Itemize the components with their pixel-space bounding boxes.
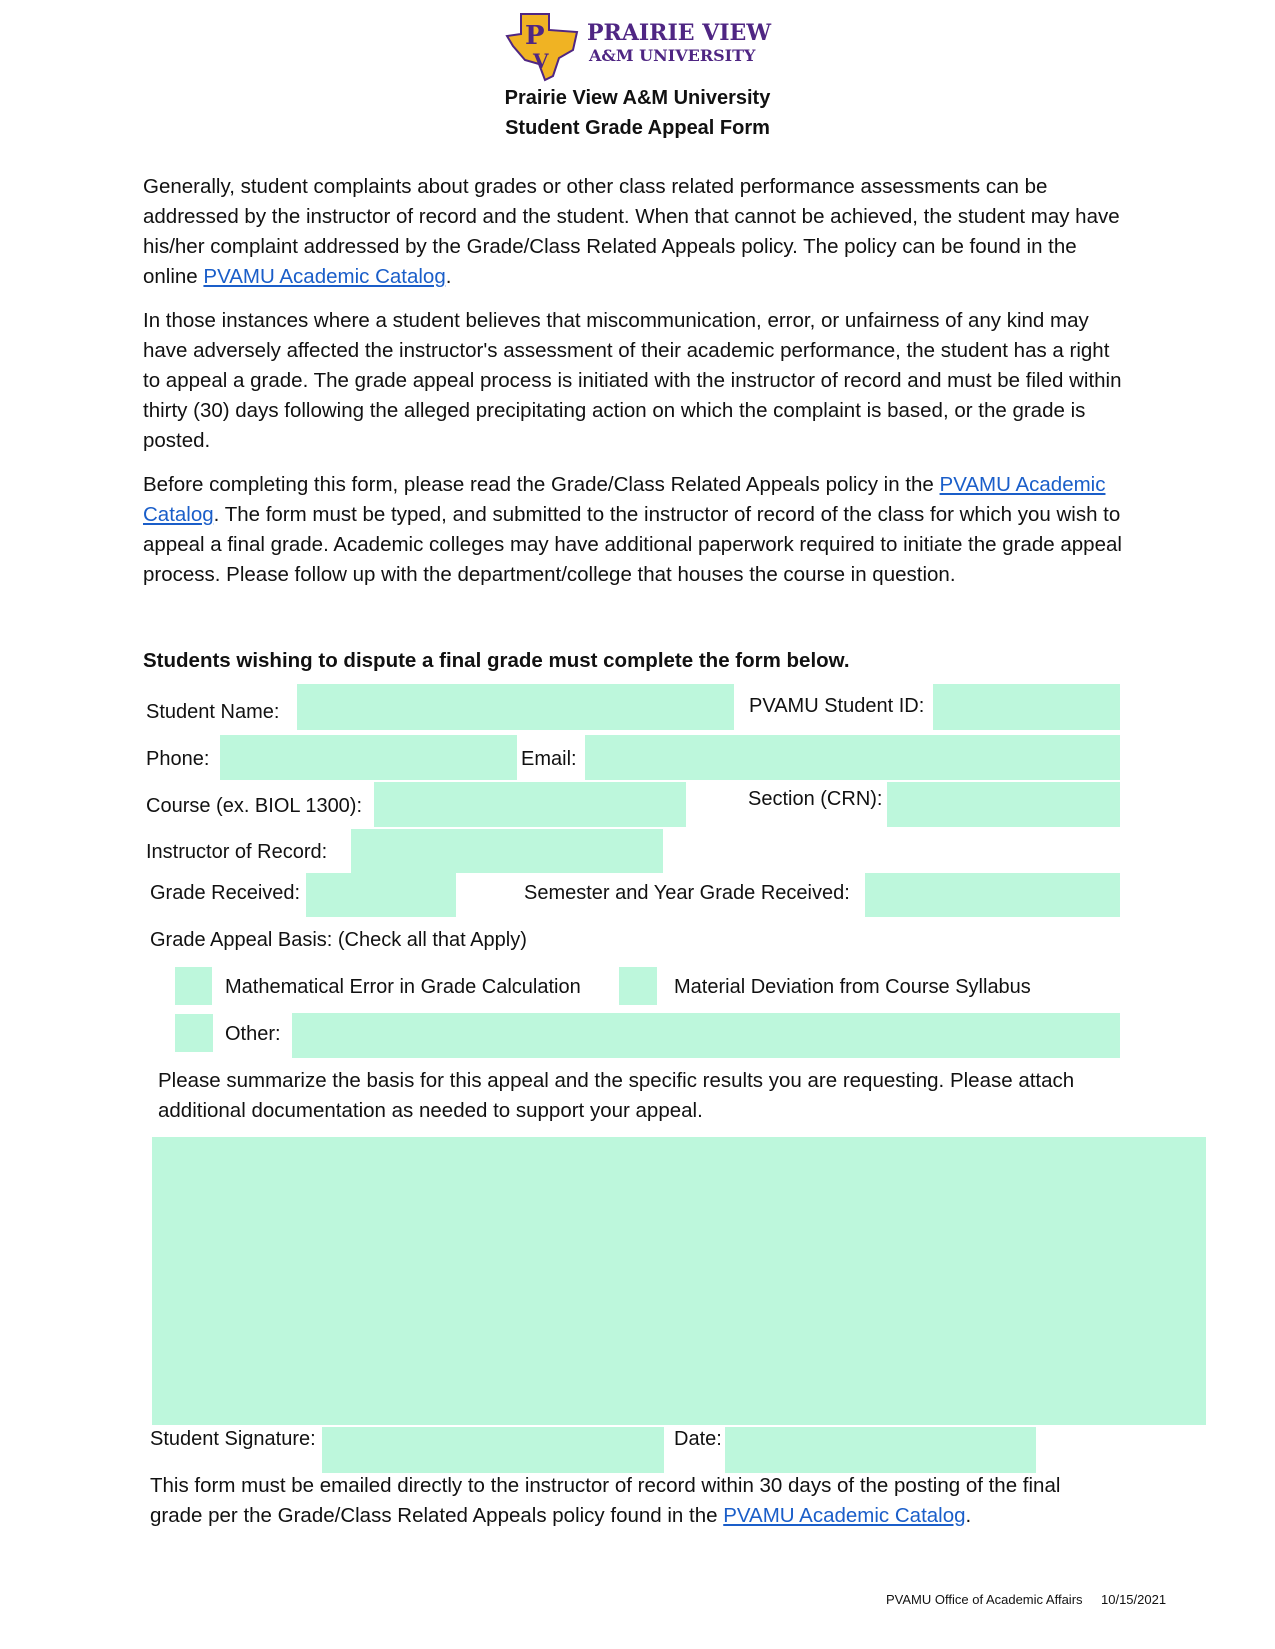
university-logo — [503, 10, 773, 82]
other-checkbox[interactable] — [175, 1014, 213, 1052]
grade-received-label: Grade Received: — [150, 882, 301, 904]
signature-field[interactable] — [322, 1427, 664, 1473]
date-label: Date: — [674, 1428, 722, 1450]
student-name-label: Student Name: — [146, 701, 280, 723]
logo-line-1: PRAIRIE VIEW — [587, 20, 772, 46]
phone-label: Phone: — [146, 748, 210, 770]
summary-prompt: Please summarize the basis for this appeal and the specific results you are requesting. Please attach additional documentation as needed to support your appeal. — [158, 1069, 1075, 1122]
semester-label: Semester and Year Grade Received: — [524, 882, 850, 904]
form-instruction: Students wishing to dispute a final grade must complete the form below. — [143, 649, 850, 672]
semester-field[interactable] — [865, 873, 1120, 917]
svg-text:P: P — [525, 21, 545, 51]
signature-label: Student Signature: — [150, 1428, 316, 1450]
closing-paragraph-end: . — [965, 1504, 972, 1527]
other-label: Other: — [225, 1023, 281, 1045]
academic-catalog-link[interactable]: PVAMU Academic Catalog — [203, 265, 446, 288]
student-id-label: PVAMU Student ID: — [749, 695, 925, 717]
grade-appeal-basis-label: Grade Appeal Basis: (Check all that Apply) — [150, 929, 527, 951]
intro-paragraph-1 — [143, 172, 1128, 292]
phone-field[interactable] — [220, 735, 517, 780]
footer-office: PVAMU Office of Academic Affairs — [886, 1592, 1083, 1607]
logo-line-2: A&M UNIVERSITY — [589, 46, 756, 65]
closing-paragraph-text: This form must be emailed directly to the instructor of record within 30 days of the posting of the final grade per the Grade/Class Related Appeals policy found in the — [150, 1474, 1061, 1527]
footer-date: 10/15/2021 — [1101, 1592, 1167, 1607]
instructor-label: Instructor of Record: — [146, 841, 328, 863]
student-id-field[interactable] — [933, 684, 1120, 730]
closing-paragraph — [150, 1471, 1115, 1531]
email-field[interactable] — [585, 735, 1120, 780]
svg-text:V: V — [533, 49, 549, 73]
intro-paragraph-3-end: . The form must be typed, and submitted to the instructor of record of the class for which you wish to appeal a final grade. Academic colleges may have additional paperwork required to initiate the grade appeal process. Please follow up with the department/college that houses the course in question. — [143, 503, 1122, 586]
math-error-checkbox[interactable] — [175, 967, 212, 1005]
appeal-summary-textarea[interactable] — [152, 1137, 1206, 1425]
date-field[interactable] — [725, 1427, 1036, 1473]
syllabus-deviation-label: Material Deviation from Course Syllabus — [674, 976, 1031, 998]
pvamu-shield-icon — [503, 10, 583, 82]
intro-paragraph-1-end: . — [445, 265, 452, 288]
math-error-label: Mathematical Error in Grade Calculation — [225, 976, 581, 998]
intro-paragraph-2: In those instances where a student believes that miscommunication, error, or unfairness of any kind may have adversely affected the instructor's assessment of their academic performance, the student has a right to appeal a grade. The grade appeal process is initiated with the instructor of record and must be filed within thirty (30) days following the alleged precipitating action on which the complaint is based, or the grade is posted. — [143, 309, 1122, 452]
page-title-line-1: Prairie View A&M University — [504, 87, 771, 109]
section-field[interactable] — [887, 782, 1120, 827]
academic-catalog-link-3[interactable]: PVAMU Academic Catalog — [723, 1504, 966, 1527]
email-label: Email: — [521, 748, 577, 770]
academic-catalog-link-2[interactable]: PVAMU Academic Catalog — [143, 473, 1106, 526]
intro-paragraph-3-text: Before completing this form, please read the Grade/Class Related Appeals policy in the — [143, 473, 940, 496]
syllabus-deviation-checkbox[interactable] — [619, 967, 657, 1005]
instructor-field[interactable] — [351, 829, 663, 873]
page-title-line-2: Student Grade Appeal Form — [505, 117, 770, 139]
other-field[interactable] — [292, 1013, 1120, 1058]
intro-paragraph-1-text: Generally, student complaints about grades or other class related performance assessments can be addressed by the instructor of record and the student. When that cannot be achieved, the student may have his/her complaint addressed by the Grade/Class Related Appeals policy. The policy can be found in the online — [143, 175, 1120, 288]
course-field[interactable] — [374, 782, 686, 827]
section-label: Section (CRN): — [748, 788, 883, 810]
course-label: Course (ex. BIOL 1300): — [146, 795, 363, 817]
intro-paragraph-3 — [143, 470, 1128, 590]
student-name-field[interactable] — [297, 684, 734, 730]
grade-received-field[interactable] — [306, 873, 456, 917]
